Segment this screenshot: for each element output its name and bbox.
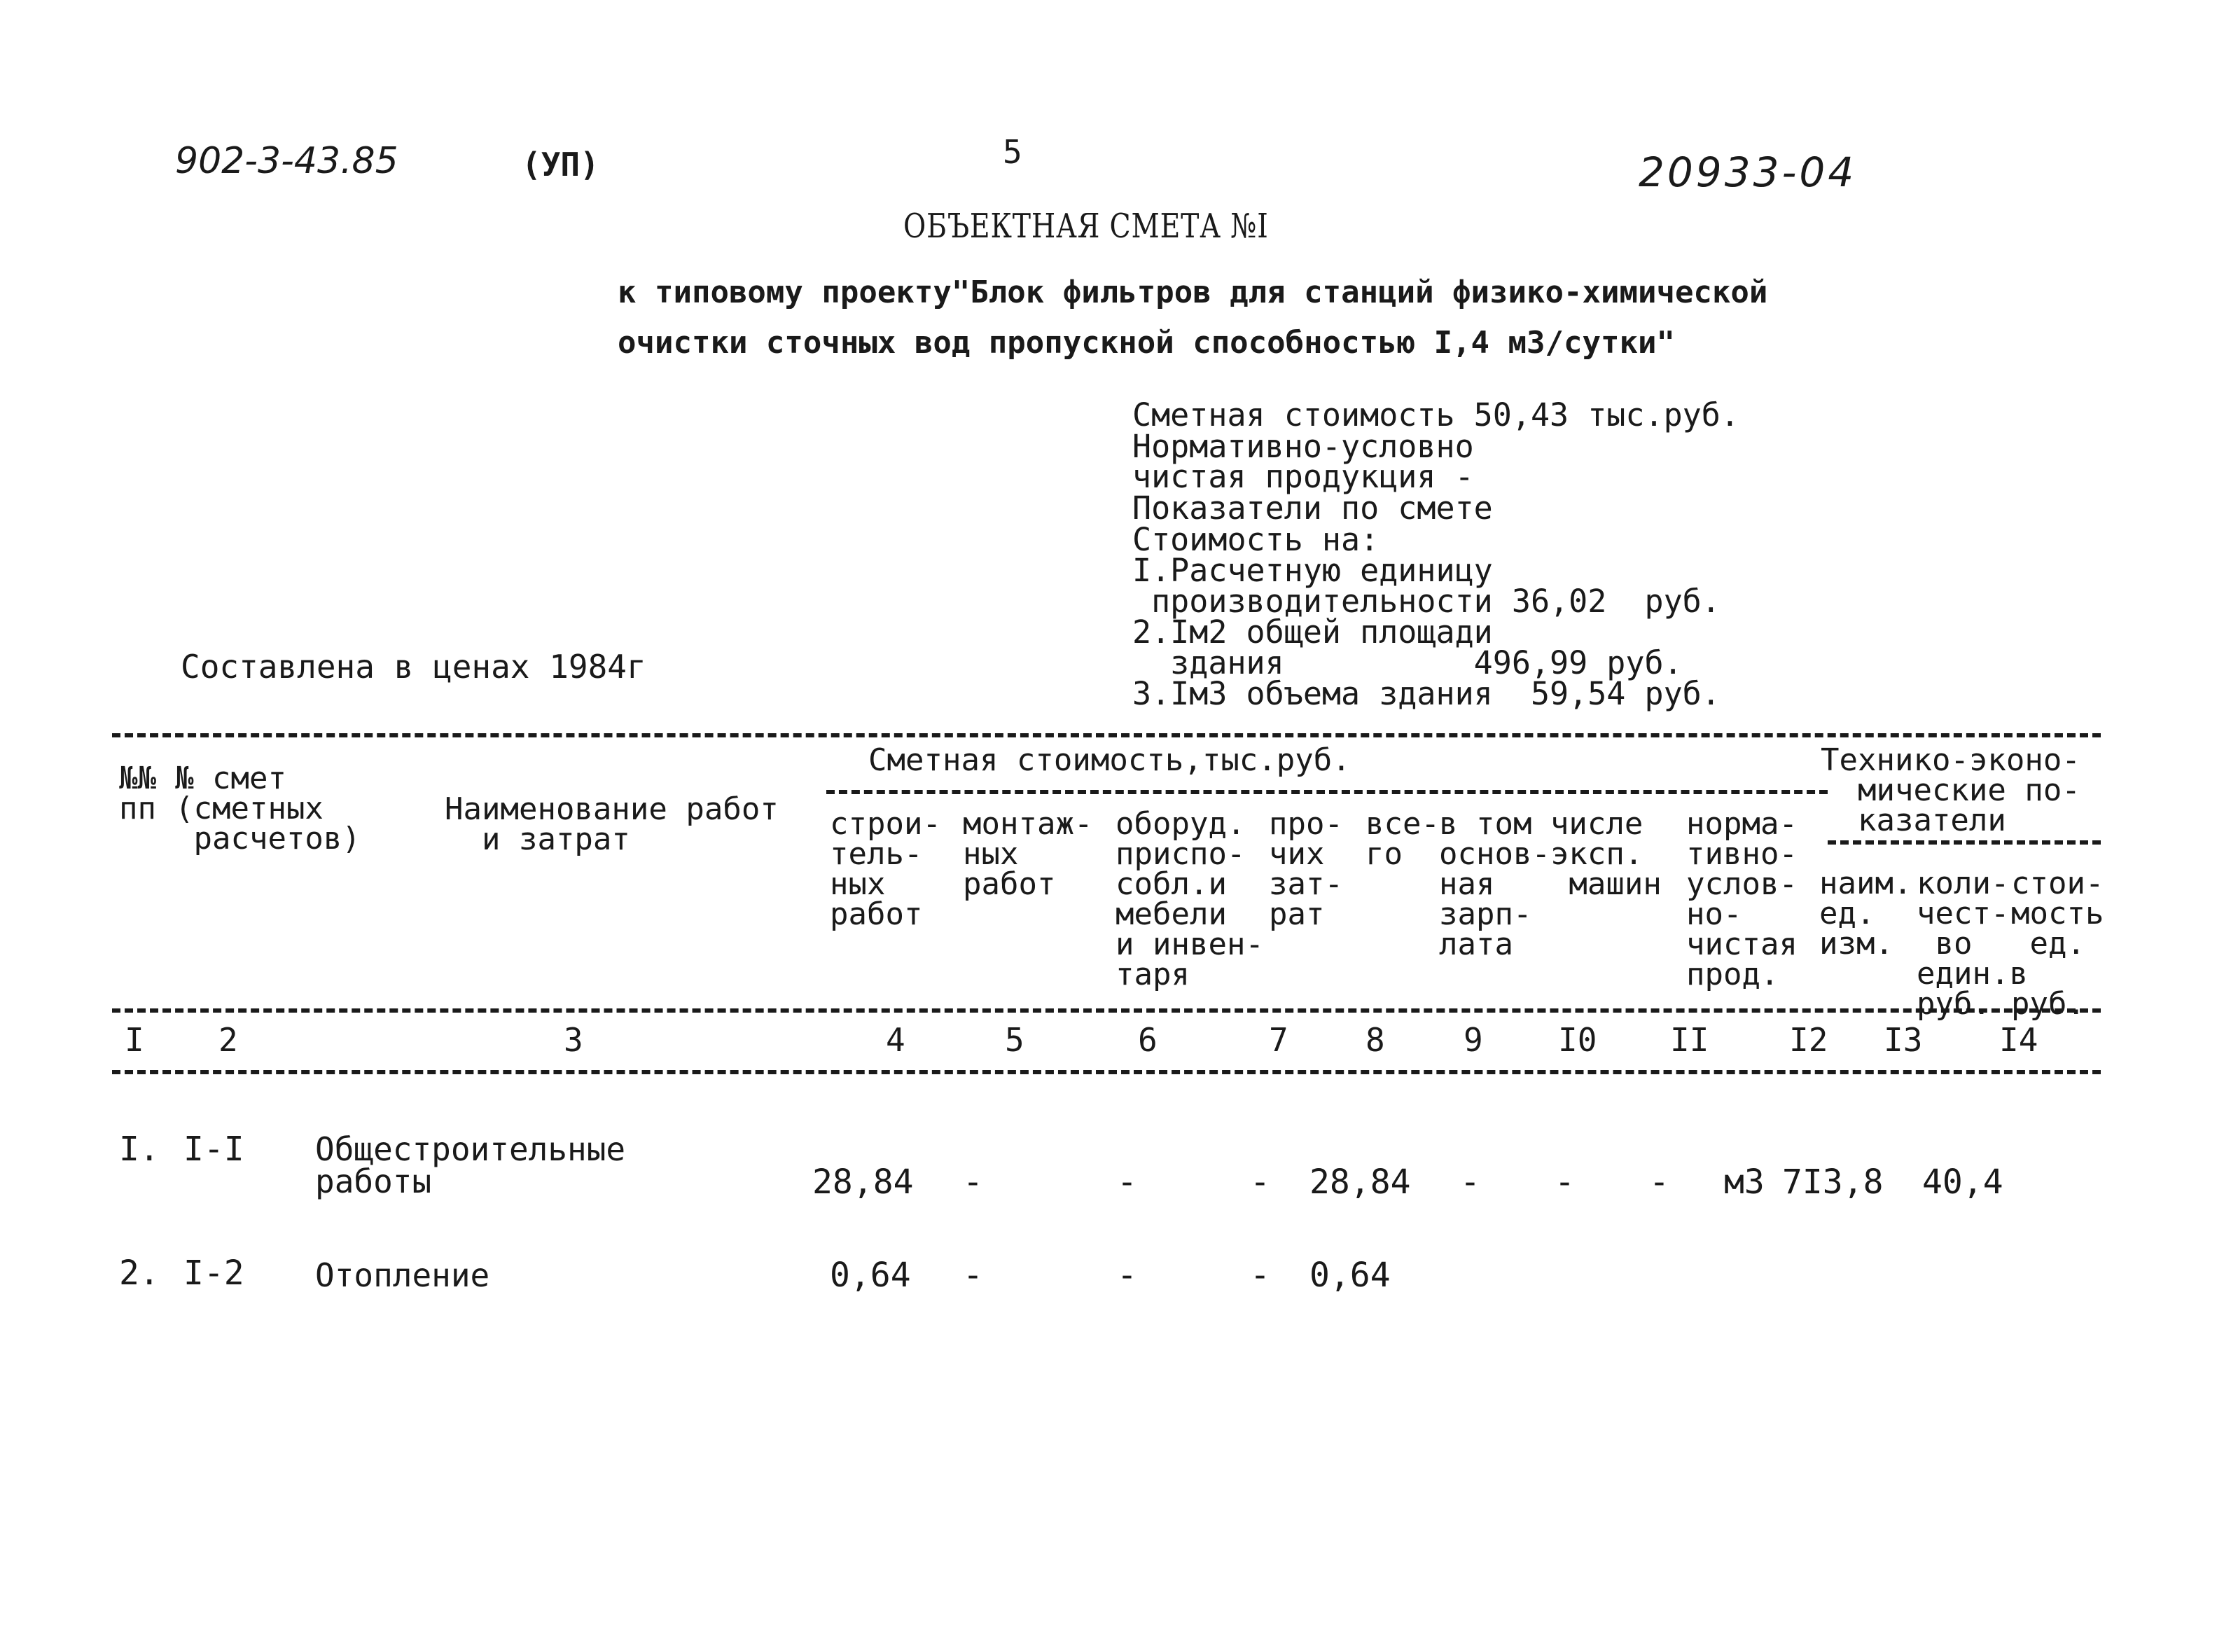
row-installation: - <box>963 1256 983 1295</box>
summary-line: здания 496,99 руб. <box>1132 644 1683 681</box>
column-number: II <box>1670 1021 1709 1059</box>
row-number: 2. <box>119 1254 160 1293</box>
header-row-number: №№ пп <box>119 761 156 826</box>
table-top-rule <box>112 733 2101 737</box>
row-equipment: - <box>1117 1162 1137 1202</box>
row-total: 0,64 <box>1309 1256 1391 1295</box>
header-cost-group: Сметная стоимость,тыс.руб. <box>868 742 1351 778</box>
row-installation: - <box>963 1162 983 1202</box>
summary-line: I.Расчетную единицу <box>1132 552 1493 589</box>
summary-line: 3.Iм3 объема здания 59,54 руб. <box>1132 675 1721 712</box>
row-quantity: 7I3,8 <box>1782 1162 1884 1202</box>
header-net-product: норма- тивно- услов- но- чистая прод. <box>1686 806 1798 992</box>
row-construction: 0,64 <box>830 1256 911 1295</box>
column-number: 2 <box>218 1021 238 1059</box>
column-number: I2 <box>1789 1021 1828 1059</box>
project-code: 902-3-43.85 <box>175 140 398 182</box>
column-number: 5 <box>1005 1021 1024 1059</box>
column-number: I <box>125 1021 144 1059</box>
summary-line: Сметная стоимость 50,43 тыс.руб. <box>1132 396 1739 433</box>
summary-line: Нормативно-условно <box>1132 428 1474 465</box>
column-number: 4 <box>886 1021 905 1059</box>
row-total: 28,84 <box>1309 1162 1411 1202</box>
summary-line: производительности 36,02 руб. <box>1132 583 1721 620</box>
row-unit: м3 <box>1724 1162 1765 1202</box>
page-number: 5 <box>1003 133 1022 171</box>
column-number: 6 <box>1138 1021 1158 1059</box>
column-number: I4 <box>1999 1021 2038 1059</box>
summary-line: чистая продукция - <box>1132 458 1474 495</box>
header-total: все- го <box>1365 806 1440 872</box>
column-number: 9 <box>1464 1021 1483 1059</box>
subtitle-line-2: очистки сточных вод пропускной способностью I,4 м3/сутки" <box>618 325 1675 361</box>
cost-group-rule <box>826 790 1828 794</box>
row-construction: 28,84 <box>812 1162 914 1202</box>
row-other: - <box>1250 1162 1270 1202</box>
header-unit-cost: стои- мость ед. руб. <box>2011 866 2104 1022</box>
tech-group-rule <box>1828 840 2101 845</box>
header-construction: строи- тель- ных работ <box>830 806 941 932</box>
header-including: в том числе основ-эксп. ная машин зарп- лата <box>1439 806 1662 962</box>
header-estimate-number: № смет (сметных расчетов) <box>175 761 361 856</box>
colnum-bottom-rule <box>112 1070 2101 1074</box>
subtitle-line-1: к типовому проекту"Блок фильтров для станций физико-химической <box>618 275 1768 310</box>
row-estimate: I-2 <box>183 1254 244 1293</box>
header-quantity: коли- чест- во един.в руб. <box>1917 866 2028 1022</box>
row-unit-cost: 40,4 <box>1922 1162 2003 1202</box>
prices-note: Составлена в ценах 1984г <box>181 648 646 686</box>
column-number: 8 <box>1365 1021 1385 1059</box>
row-name: Общестроительные работы <box>315 1130 626 1200</box>
row-estimate: I-I <box>183 1130 244 1169</box>
row-other: - <box>1250 1256 1270 1295</box>
header-unit: наим. ед. изм. <box>1819 866 1912 962</box>
summary-line: Стоимость на: <box>1132 521 1379 558</box>
inventory-number: 20933-04 <box>1639 148 1857 196</box>
header-work-name: Наименование работ и затрат <box>445 791 779 857</box>
row-machines: - <box>1555 1162 1575 1202</box>
variant-label: (УП) <box>522 146 599 183</box>
row-wages: - <box>1460 1162 1480 1202</box>
summary-line: 2.Iм2 общей площади <box>1132 613 1493 651</box>
header-equipment: оборуд. приспо- собл.и мебели и инвен- таря <box>1116 806 1264 992</box>
row-number: I. <box>119 1130 160 1169</box>
header-bottom-rule <box>112 1008 2101 1013</box>
column-number: 3 <box>564 1021 583 1059</box>
column-number: 7 <box>1269 1021 1288 1059</box>
row-net-product: - <box>1649 1162 1669 1202</box>
header-tech-group: Технико-эконо- мические по- казатели <box>1821 742 2080 838</box>
document-title: ОБЪЕКТНАЯ СМЕТА №I <box>903 207 1269 246</box>
summary-line: Показатели по смете <box>1132 490 1493 527</box>
row-equipment: - <box>1117 1256 1137 1295</box>
row-name: Отопление <box>315 1256 490 1294</box>
header-installation: монтаж- ных работ <box>963 806 1093 902</box>
column-number: I3 <box>1884 1021 1923 1059</box>
column-number: I0 <box>1558 1021 1597 1059</box>
header-other: про- чих зат- рат <box>1269 806 1343 932</box>
